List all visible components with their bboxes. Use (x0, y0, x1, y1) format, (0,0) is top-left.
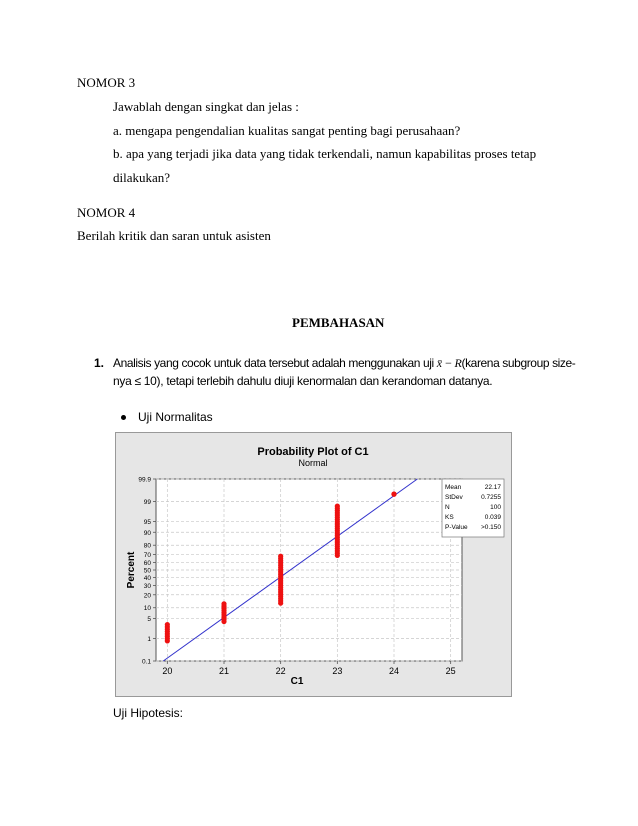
y-axis-label: Percent (126, 551, 137, 589)
y-tick-label: 99 (143, 498, 151, 506)
y-tick-label: 40 (143, 574, 151, 582)
xbar-r-formula: x̄ − R (436, 356, 462, 370)
stats-label: P-Value (445, 524, 468, 531)
pembahasan-heading: PEMBAHASAN (292, 315, 385, 330)
data-point (165, 622, 170, 627)
item-line1-end: (karena subgroup size- (461, 356, 576, 370)
y-tick-label: 95 (143, 519, 151, 527)
stats-label: KS (445, 514, 454, 521)
y-tick-label: 80 (143, 542, 151, 550)
item-line1-start: Analisis yang cocok untuk data tersebut adalah menggunakan uji (113, 356, 437, 370)
y-tick-label: 50 (143, 567, 151, 575)
x-tick-label: 21 (218, 666, 230, 676)
nomor4-text: Berilah kritik dan saran untuk asisten (77, 228, 271, 243)
chart-title: Probability Plot of C1 (257, 446, 369, 458)
question-b-line1: b. apa yang terjadi jika data yang tidak terkendali, namun kapabilitas proses tetap (113, 146, 537, 161)
stats-legend (442, 479, 504, 537)
y-tick-label: 1 (147, 636, 151, 644)
stats-value: 22.17 (484, 484, 501, 491)
nomor4-title: NOMOR 4 (77, 205, 136, 220)
data-point (335, 503, 340, 508)
stats-label: StDev (445, 494, 463, 501)
nomor3-instruction: Jawablah dengan singkat dan jelas : (113, 99, 299, 114)
y-tick-label: 60 (143, 560, 151, 568)
y-tick-label: 99.9 (138, 476, 151, 484)
question-b-line2: dilakukan? (113, 170, 171, 185)
y-tick-label: 90 (143, 529, 151, 537)
probability-plot-svg (116, 433, 513, 698)
y-tick-label: 0.1 (141, 658, 151, 666)
x-tick-label: 20 (162, 666, 173, 676)
x-tick-label: 25 (445, 666, 456, 676)
data-point (278, 554, 283, 559)
item-line2: nya ≤ 10), tetapi terlebih dahulu diuji kenormalan dan kerandoman datanya. (113, 374, 493, 388)
x-axis-label: C1 (290, 676, 304, 687)
uji-hipotesis-label: Uji Hipotesis: (113, 706, 184, 720)
stats-label: N (445, 504, 450, 511)
stats-value: 0.039 (484, 514, 501, 521)
x-tick-label: 23 (332, 666, 343, 676)
bullet-dot (121, 415, 126, 420)
probability-plot (115, 432, 512, 697)
stats-value: 100 (490, 504, 501, 511)
x-tick-label: 22 (275, 666, 286, 676)
data-point (221, 601, 226, 606)
y-tick-label: 70 (143, 552, 151, 560)
y-tick-label: 5 (147, 615, 151, 623)
bullet-uji-normalitas: Uji Normalitas (138, 410, 213, 424)
item-number: 1. (94, 356, 105, 370)
question-a: a. mengapa pengendalian kualitas sangat penting bagi perusahaan? (113, 123, 461, 138)
nomor3-title: NOMOR 3 (77, 75, 136, 90)
y-tick-label: 20 (143, 592, 151, 600)
stats-value: >0.150 (480, 524, 501, 531)
item-line1 (113, 356, 575, 371)
y-tick-label: 10 (143, 605, 151, 613)
x-tick-label: 24 (388, 666, 400, 676)
data-point (391, 492, 396, 497)
y-tick-label: 30 (143, 582, 151, 590)
stats-value: 0.7255 (481, 494, 501, 501)
chart-subtitle: Normal (298, 458, 328, 468)
stats-label: Mean (445, 484, 462, 491)
